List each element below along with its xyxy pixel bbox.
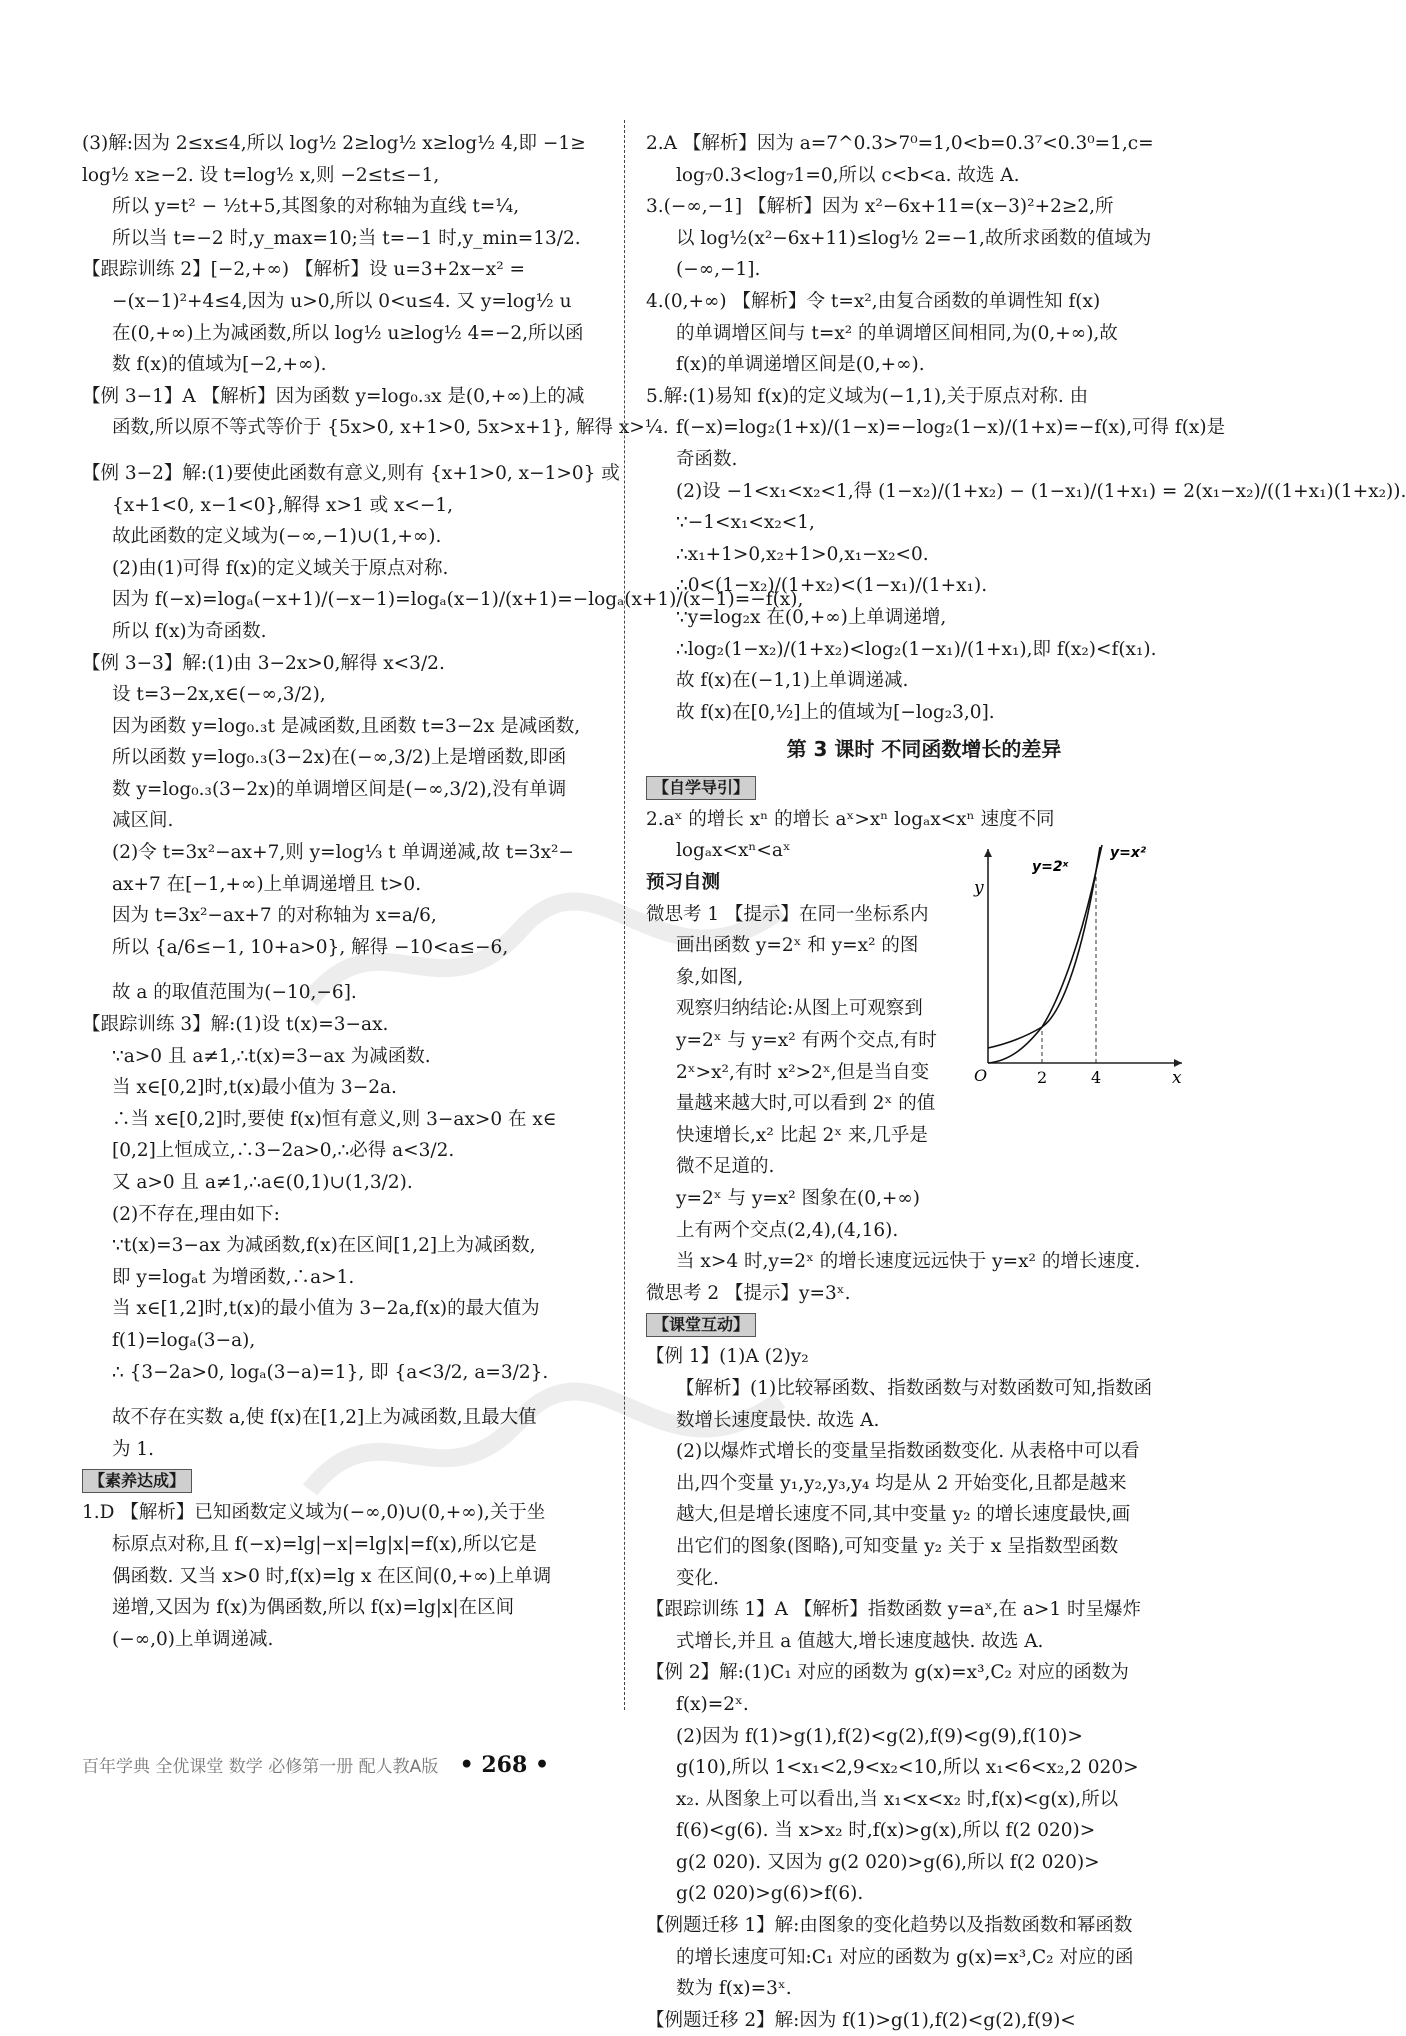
curve2-label: y=x²: [1110, 845, 1147, 861]
text-line: (−∞,0)上单调递减.: [112, 1628, 274, 1650]
text-line: ∴x₁+1>0,x₂+1>0,x₁−x₂<0.: [676, 543, 929, 565]
text-line: 变化.: [676, 1567, 719, 1589]
text-line: 【例 3−1】A 【解析】因为函数 y=log₀.₃x 是(0,+∞)上的减: [82, 385, 585, 407]
text-line: −(x−1)²+4≤4,因为 u>0,所以 0<u≤4. 又 y=log½ u: [112, 290, 572, 312]
text-line: 3.(−∞,−1] 【解析】因为 x²−6x+11=(x−3)²+2≥2,所: [646, 196, 1114, 218]
text-line: 【跟踪训练 2】[−2,+∞) 【解析】设 u=3+2x−x² =: [82, 259, 526, 281]
text-line: ∵t(x)=3−ax 为减函数,f(x)在区间[1,2]上为减函数,: [112, 1235, 536, 1257]
text-line: ∵−1<x₁<x₂<1,: [676, 512, 815, 534]
text-line: 【例 2】解:(1)C₁ 对应的函数为 g(x)=x³,C₂ 对应的函数为: [646, 1662, 1129, 1684]
section-header: 【自学导引】: [646, 776, 756, 800]
text-line: 所以 f(x)为奇函数.: [112, 620, 267, 642]
text-line: 【跟踪训练 3】解:(1)设 t(x)=3−ax.: [82, 1014, 389, 1036]
text-line: 量越来越大时,可以看到 2ˣ 的值: [676, 1093, 936, 1115]
text-line: (2)设 −1<x₁<x₂<1,得 (1−x₂)/(1+x₂) − (1−x₁)/(1+x₁) = 2(x₁−x₂)/((1+x₁)(1+x₂)).: [676, 480, 1406, 502]
text-line: (2)由(1)可得 f(x)的定义域关于原点对称.: [112, 557, 449, 579]
text-line: 故 f(x)在(−1,1)上单调递减.: [676, 670, 909, 692]
text-line: log₇0.3<log₇1=0,所以 c<b<a. 故选 A.: [676, 164, 1020, 186]
text-line: 数为 f(x)=3ˣ.: [676, 1978, 792, 2000]
text-line: (3)解:因为 2≤x≤4,所以 log½ 2≥log½ x≥log½ 4,即 −1≥: [82, 133, 586, 154]
text-line: 故此函数的定义域为(−∞,−1)∪(1,+∞).: [112, 526, 442, 548]
text-line: 4.(0,+∞) 【解析】令 t=x²,由复合函数的单调性知 f(x): [646, 290, 1101, 312]
y-axis-arrow: [984, 849, 992, 857]
section-header: 【课堂互动】: [646, 1313, 756, 1337]
text-line: 【例题迁移 2】解:因为 f(1)>g(1),f(2)<g(2),f(9)<: [646, 2009, 1076, 2031]
text-line: 的单调增区间与 t=x² 的单调增区间相同,为(0,+∞),故: [676, 322, 1118, 344]
text-line: 故 a 的取值范围为(−10,−6].: [112, 982, 357, 1004]
text-line: 设 t=3−2x,x∈(−∞,3/2),: [112, 684, 326, 706]
origin-label: O: [974, 1066, 988, 1085]
text-line: 【解析】(1)比较幂函数、指数函数与对数函数可知,指数函: [676, 1377, 1153, 1399]
text-line: 因为 f(−x)=logₐ(−x+1)/(−x−1)=logₐ(x−1)/(x+1)=−logₐ(x+1)/(x−1)=−f(x),: [112, 589, 804, 611]
page-footer: [82, 1752, 1182, 1782]
text-line: 所以函数 y=log₀.₃(3−2x)在(−∞,3/2)上是增函数,即函: [112, 747, 567, 769]
section-row: [646, 772, 1202, 804]
text-line: 故 f(x)在[0,½]上的值域为[−log₂3,0].: [676, 701, 995, 723]
text-line: 上有两个交点(2,4),(4,16).: [676, 1219, 899, 1241]
text-line: 式增长,并且 a 值越大,增长速度越快. 故选 A.: [676, 1630, 1044, 1652]
text-line: 的增长速度可知:C₁ 对应的函数为 g(x)=x³,C₂ 对应的函: [676, 1946, 1134, 1968]
text-line: 以 log½(x²−6x+11)≤log½ 2=−1,故所求函数的值域为: [676, 227, 1152, 249]
text-line: g(2 020)>g(6)>f(6).: [676, 1883, 864, 1905]
text-line: 观察归纳结论:从图上可观察到: [676, 998, 923, 1020]
text-line: 2ˣ>x²,有时 x²>2ˣ,但是当自变: [676, 1061, 930, 1083]
text-line: 偶函数. 又当 x>0 时,f(x)=lg x 在区间(0,+∞)上单调: [112, 1565, 552, 1587]
text-line: 越大,但是增长速度不同,其中变量 y₂ 的增长速度最快,画: [676, 1504, 1131, 1526]
text-line: ∵y=log₂x 在(0,+∞)上单调递增,: [676, 606, 947, 628]
text-line: 所以 y=t² − ½t+5,其图象的对称轴为直线 t=¼,: [112, 196, 520, 218]
section-row: [646, 1309, 1202, 1341]
text-line: 2.A 【解析】因为 a=7^0.3>7⁰=1,0<b=0.3⁷<0.3⁰=1,c=: [646, 133, 1154, 154]
text-line: 因为函数 y=log₀.₃t 是减函数,且函数 t=3−2x 是减函数,: [112, 715, 581, 737]
text-line: 【跟踪训练 1】A 【解析】指数函数 y=aˣ,在 a>1 时呈爆炸: [646, 1599, 1142, 1621]
text-line: (2)令 t=3x²−ax+7,则 y=log⅓ t 单调递减,故 t=3x²−: [112, 842, 574, 864]
text-line: 故不存在实数 a,使 f(x)在[1,2]上为减函数,且最大值: [112, 1407, 537, 1429]
text-line: logₐx<xⁿ<aˣ: [676, 840, 791, 862]
text-line: ax+7 在[−1,+∞)上单调递增且 t>0.: [112, 873, 422, 895]
text-line: 数增长速度最快. 故选 A.: [676, 1409, 880, 1431]
text-line: y=2ˣ 与 y=x² 有两个交点,有时: [676, 1030, 937, 1052]
text-line: 当 x>4 时,y=2ˣ 的增长速度远远快于 y=x² 的增长速度.: [676, 1251, 1141, 1273]
lesson-title: 第 3 课时 不同函数增长的差异: [786, 737, 1062, 762]
text-line: 1.D 【解析】已知函数定义域为(−∞,0)∪(0,+∞),关于坐: [82, 1502, 546, 1524]
text-line: 递增,又因为 f(x)为偶函数,所以 f(x)=lg|x|在区间: [112, 1597, 515, 1619]
footer-text: 百年学典 全优课堂 数学 必修第一册 配人教A版: [82, 1757, 439, 1777]
text-line: 【例 3−2】解:(1)要使此函数有意义,则有 {x+1>0, x−1>0} 或: [82, 462, 620, 484]
text-line: 【例 3−3】解:(1)由 3−2x>0,解得 x<3/2.: [82, 652, 445, 674]
text-line: (2)不存在,理由如下:: [112, 1203, 280, 1225]
text-line: f(x)=2ˣ.: [676, 1693, 749, 1715]
text-line: 因为 t=3x²−ax+7 的对称轴为 x=a/6,: [112, 905, 437, 927]
text-line: 所以 {a/6≤−1, 10+a>0}, 解得 −10<a≤−6,: [112, 936, 509, 958]
text-line: 标原点对称,且 f(−x)=lg|−x|=lg|x|=f(x),所以它是: [112, 1533, 537, 1555]
text-line: 在(0,+∞)上为减函数,所以 log½ u≥log½ 4=−2,所以函: [112, 322, 584, 344]
text-line: 函数,所以原不等式等价于 {5x>0, x+1>0, 5x>x+1}, 解得 x>¼.: [112, 417, 669, 439]
text-line: f(x)的单调递增区间是(0,+∞).: [676, 354, 925, 376]
text-line: 微思考 1 【提示】在同一坐标系内: [646, 903, 929, 925]
text-line: [82, 444, 638, 458]
text-line: y=2ˣ 与 y=x² 图象在(0,+∞): [676, 1188, 921, 1209]
text-line: 当 x∈[1,2]时,t(x)的最小值为 3−2a,f(x)的最大值为: [112, 1298, 540, 1320]
text-line: g(10),所以 1<x₁<2,9<x₂<10,所以 x₁<6<x₂,2 020>: [676, 1757, 1139, 1779]
watermark-pattern: [300, 850, 800, 1050]
watermark-pattern-2: [300, 1340, 800, 1540]
text-line: 奇函数.: [676, 448, 738, 470]
text-line: 象,如图,: [676, 966, 744, 988]
curve-2-to-x: [988, 845, 1102, 1048]
text-line: 当 x∈[0,2]时,t(x)最小值为 3−2a.: [112, 1077, 397, 1099]
text-line: (2)因为 f(1)>g(1),f(2)<g(2),f(9)<g(9),f(10)>: [676, 1725, 1083, 1747]
text-line: 又 a>0 且 a≠1,∴a∈(0,1)∪(1,3/2).: [112, 1172, 413, 1193]
text-line: ∴当 x∈[0,2]时,要使 f(x)恒有意义,则 3−ax>0 在 x∈: [112, 1108, 557, 1130]
text-line: f(6)<g(6). 当 x>x₂ 时,f(x)>g(x),所以 f(2 020)>: [676, 1820, 1096, 1842]
text-line: (−∞,−1].: [676, 259, 761, 281]
text-line: log½ x≥−2. 设 t=log½ x,则 −2≤t≤−1,: [82, 164, 440, 186]
text-line: 出它们的图象(图略),可知变量 y₂ 关于 x 呈指数型函数: [676, 1535, 1119, 1557]
text-line: 数 y=log₀.₃(3−2x)的单调增区间是(−∞,3/2),没有单调: [112, 778, 567, 800]
curve1-label: y=2ˣ: [1032, 859, 1069, 875]
x-axis-arrow: [1174, 1059, 1182, 1067]
text-line: [0,2]上恒成立,∴3−2a>0,∴必得 a<3/2.: [112, 1140, 455, 1162]
x-label: x: [1172, 1068, 1182, 1088]
text-line: ∴0<(1−x₂)/(1+x₂)<(1−x₁)/(1+x₁).: [676, 575, 988, 597]
text-line: 减区间.: [112, 810, 174, 832]
tick-2: 2: [1037, 1068, 1048, 1087]
text-line: 微不足道的.: [676, 1156, 775, 1178]
text-line: 数 f(x)的值域为[−2,+∞).: [112, 354, 327, 376]
text-line: ∵a>0 且 a≠1,∴t(x)=3−ax 为减函数.: [112, 1045, 431, 1067]
page-number: • 268 •: [459, 1752, 550, 1778]
section-header: 【素养达成】: [82, 1469, 192, 1493]
text-line: f(1)=logₐ(3−a),: [112, 1329, 256, 1351]
text-line: f(−x)=log₂(1+x)/(1−x)=−log₂(1−x)/(1+x)=−f(x),可得 f(x)是: [676, 417, 1226, 439]
text-line: ∴ {3−2a>0, logₐ(3−a)=1}, 即 {a<3/2, a=3/2}.: [112, 1361, 549, 1383]
text-line: {x+1<0, x−1<0},解得 x>1 或 x<−1,: [112, 494, 454, 516]
text-line: 5.解:(1)易知 f(x)的定义域为(−1,1),关于原点对称. 由: [646, 385, 1089, 407]
subheading: 预习自测: [646, 872, 721, 894]
text-line: 为 1.: [112, 1438, 155, 1460]
text-line: 【例题迁移 1】解:由图象的变化趋势以及指数函数和幂函数: [646, 1915, 1133, 1937]
tick-4: 4: [1091, 1068, 1102, 1087]
text-line: 画出函数 y=2ˣ 和 y=x² 的图: [676, 935, 919, 957]
text-line: g(2 020). 又因为 g(2 020)>g(6),所以 f(2 020)>: [676, 1851, 1100, 1873]
text-line: 2.aˣ 的增长 xⁿ 的增长 aˣ>xⁿ logₐx<xⁿ 速度不同: [646, 808, 1055, 830]
text-line: 出,四个变量 y₁,y₂,y₃,y₄ 均是从 2 开始变化,且都是越来: [676, 1472, 1127, 1494]
curve-x-squared: [988, 847, 1100, 1063]
text-line: ∴log₂(1−x₂)/(1+x₂)<log₂(1−x₁)/(1+x₁),即 f(x₂)<f(x₁).: [676, 638, 1157, 660]
text-line: 微思考 2 【提示】y=3ˣ.: [646, 1282, 851, 1304]
text-line: x₂. 从图象上可以看出,当 x₁<x<x₂ 时,f(x)<g(x),所以: [676, 1788, 1119, 1810]
y-label: y: [974, 878, 984, 898]
text-line: 即 y=logₐt 为增函数,∴a>1.: [112, 1266, 355, 1288]
text-line: 【例 1】(1)A (2)y₂: [646, 1346, 809, 1368]
text-line: 快速增长,x² 比起 2ˣ 来,几乎是: [676, 1124, 928, 1146]
text-line: 所以当 t=−2 时,y_max=10;当 t=−1 时,y_min=13/2.: [112, 227, 581, 249]
text-line: (2)以爆炸式增长的变量呈指数函数变化. 从表格中可以看: [676, 1441, 1140, 1463]
function-graph: [960, 835, 1190, 1088]
